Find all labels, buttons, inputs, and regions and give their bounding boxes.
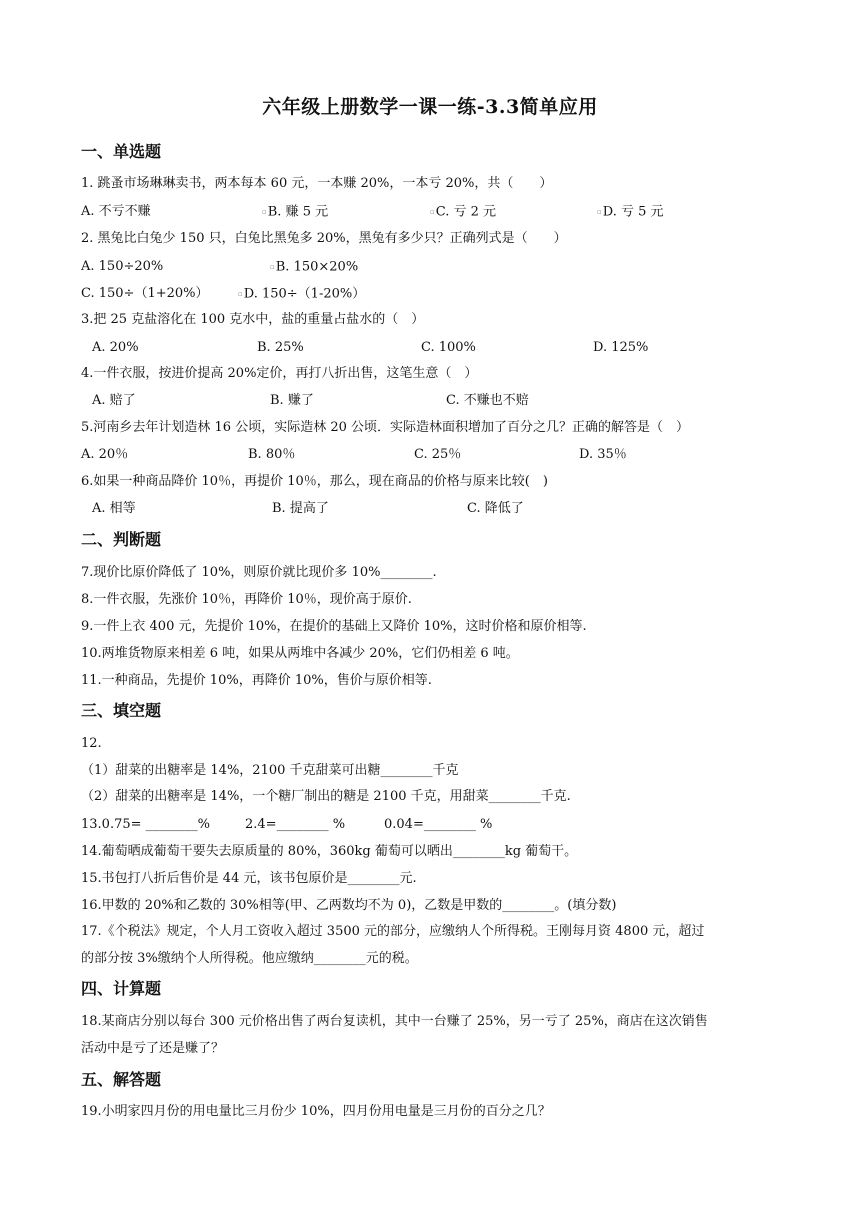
section-heading-word-problems: 五、解答题 (81, 1070, 162, 1089)
q6-option-b: B. 提高了 (272, 501, 329, 516)
question-6: 6.如果一种商品降价 10％，再提价 10％，那么，现在商品的价格与原来比较( ) (81, 474, 548, 489)
section-heading-single-choice: 一、单选题 (81, 142, 162, 161)
q5-option-c: C. 25％ (414, 447, 462, 462)
q4-option-a: A. 赔了 (92, 393, 136, 408)
q2-option-c: C. 150÷（1+20%） (81, 286, 209, 301)
question-8: 8.一件衣服，先涨价 10％，再降价 10％，现价高于原价. (81, 592, 412, 607)
question-13-b: 2.4=________ % (245, 817, 346, 832)
question-13-a: 13.0.75= ________% (81, 817, 210, 832)
q5-option-a: A. 20％ (81, 447, 129, 462)
question-17-line-2: 的部分按 3%缴纳个人所得税。他应缴纳________元的税。 (81, 951, 418, 966)
q2-option-b-text: B. 150×20% (275, 259, 359, 275)
question-11: 11.一种商品，先提价 10%，再降价 10%，售价与原价相等. (81, 673, 432, 688)
q1-option-d-text: D. 亏 5 元 (602, 204, 664, 220)
question-10: 10.两堆货物原来相差 6 吨，如果从两堆中各减少 20%，它们仍相差 6 吨。 (81, 646, 519, 661)
question-19: 19.小明家四月份的用电量比三月份少 10%，四月份用电量是三月份的百分之几？ (81, 1104, 551, 1119)
section-heading-fill-blank: 三、填空题 (81, 701, 162, 720)
question-9: 9.一件上衣 400 元，先提价 10%，在提价的基础上又降价 10%，这时价格和原价相等. (81, 619, 587, 634)
q1-option-b (262, 203, 328, 222)
question-1: 1. 跳蚤市场琳琳卖书，两本每本 60 元，一本赚 20%，一本亏 20%，共（ ） (81, 176, 553, 191)
question-18-line-1: 18.某商店分别以每台 300 元价格出售了两台复读机，其中一台赚了 25%，另一亏了 25%，商店在这次销售 (81, 1014, 708, 1029)
q3-option-d: D. 125% (593, 340, 649, 355)
question-3: 3.把 25 克盐溶化在 100 克水中，盐的重量占盐水的（ ） (81, 312, 425, 327)
question-5: 5.河南乡去年计划造林 16 公顷，实际造林 20 公顷．实际造林面积增加了百分之几？正确的解答是（ ） (81, 420, 690, 435)
q2-option-a: A. 150÷20% (81, 259, 164, 274)
q1-option-c-text: C. 亏 2 元 (435, 204, 497, 220)
question-15: 15.书包打八折后售价是 44 元，该书包原价是________元. (81, 871, 417, 886)
section-heading-calculation: 四、计算题 (81, 979, 162, 998)
question-16: 16.甲数的 20%和乙数的 30%相等(甲、乙两数均不为 0)，乙数是甲数的________。(填分数) (81, 898, 617, 913)
bullet-icon: ▫ (262, 208, 267, 216)
q1-option-b-text: B. 赚 5 元 (267, 204, 329, 220)
bullet-icon: ▫ (430, 208, 435, 216)
question-13-c: 0.04=________ % (384, 817, 493, 832)
page-title: 六年级上册数学一课一练-3.3简单应用 (262, 96, 598, 118)
bullet-icon: ▫ (597, 208, 602, 216)
section-heading-true-false: 二、判断题 (81, 530, 162, 549)
q2-option-b (270, 258, 358, 277)
question-14: 14.葡萄晒成葡萄干要失去原质量的 80%，360kg 葡萄可以晒出________kg 葡萄干。 (81, 844, 578, 859)
q2-option-d (238, 285, 365, 304)
q4-option-b: B. 赚了 (270, 393, 314, 408)
question-12-part-1: （1）甜菜的出糖率是 14%，2100 千克甜菜可出糖________千克 (81, 763, 459, 778)
question-4: 4.一件衣服，按进价提高 20%定价，再打八折出售，这笔生意（ ） (81, 366, 478, 381)
q1-option-d (597, 203, 664, 222)
question-12-part-2: （2）甜菜的出糖率是 14%，一个糖厂制出的糖是 2100 千克，用甜菜________千克. (81, 789, 571, 804)
question-7: 7.现价比原价降低了 10%，则原价就比现价多 10%________. (81, 565, 437, 580)
q4-option-c: C. 不赚也不赔 (446, 393, 529, 408)
bullet-icon: ▫ (270, 263, 275, 271)
question-2: 2. 黑兔比白兔少 150 只，白兔比黑兔多 20%，黑兔有多少只？正确列式是（ ） (81, 231, 567, 246)
bullet-icon: ▫ (238, 290, 243, 298)
q1-option-c (430, 203, 496, 222)
q3-option-a: A. 20% (92, 340, 139, 355)
q1-option-a: A. 不亏不赚 (81, 204, 151, 219)
q6-option-c: C. 降低了 (467, 501, 524, 516)
q3-option-c: C. 100% (421, 340, 476, 355)
q6-option-a: A. 相等 (92, 501, 136, 516)
q3-option-b: B. 25% (257, 340, 304, 355)
q2-option-d-text: D. 150÷（1-20%） (243, 286, 366, 302)
question-12: 12. (81, 736, 102, 751)
q5-option-d: D. 35％ (579, 447, 627, 462)
question-18-line-2: 活动中是亏了还是赚了？ (81, 1041, 225, 1056)
q5-option-b: B. 80％ (248, 447, 296, 462)
question-17-line-1: 17.《个税法》规定，个人月工资收入超过 3500 元的部分，应缴纳人个所得税。王刚每月资 4800 元，超过 (81, 924, 705, 939)
